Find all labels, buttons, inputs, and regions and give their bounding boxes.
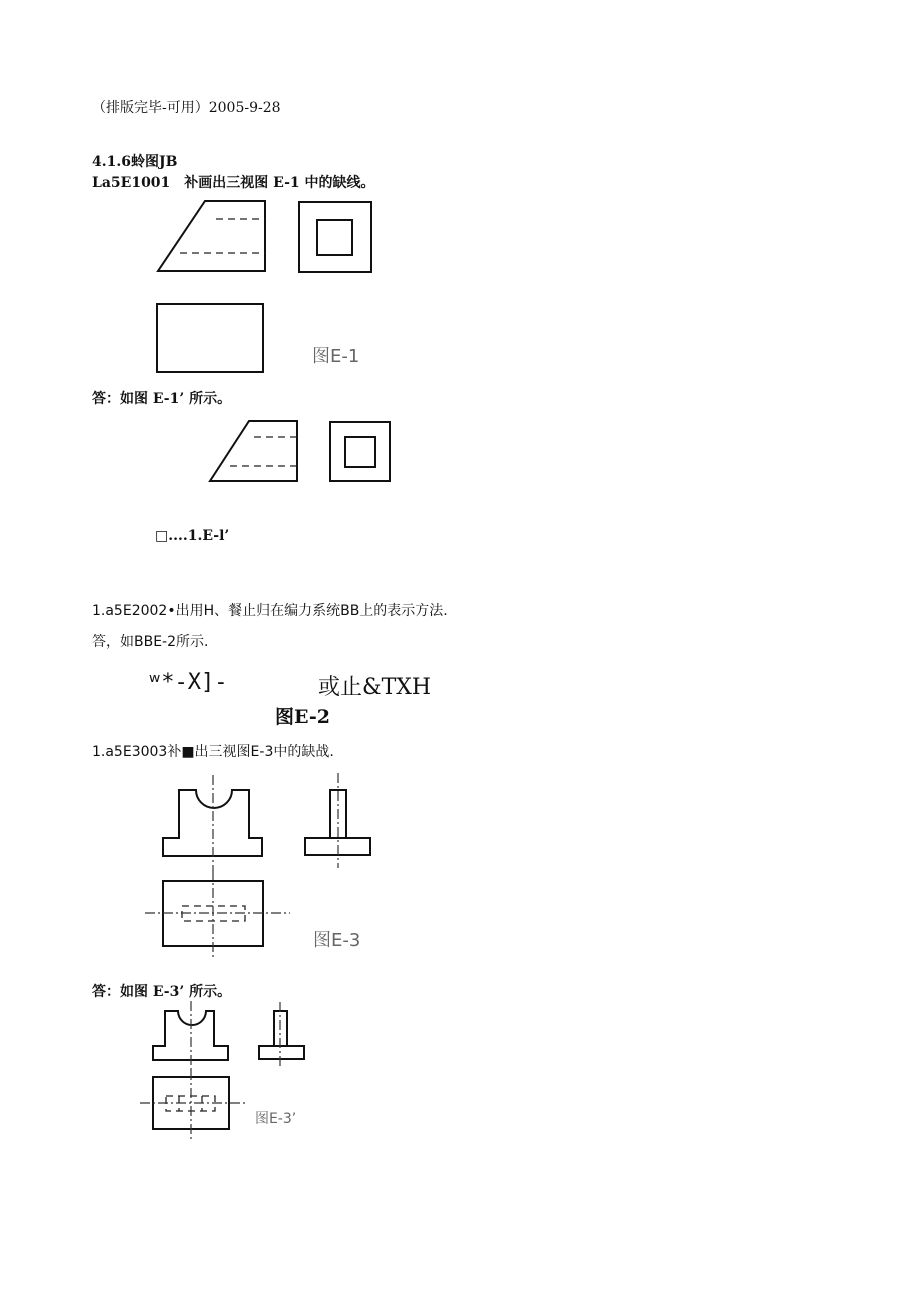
e3a-side-base [259, 1046, 304, 1059]
q3-figure-label: 图E-3 [313, 930, 361, 951]
q3-question: 1.a5E3003补■出三视图E-3中的缺战. [92, 744, 334, 760]
q1-question: La5E1001 补画出三视图 E-1 中的缺线。 [92, 175, 375, 191]
q3-answer-figure-label: 图E-3’ [255, 1111, 297, 1127]
q2-symbol-left: ʷ*-X]- [148, 670, 228, 695]
q2-symbol-right: 或止&TXH [318, 675, 432, 700]
q3-answer: 答：如图 E-3’ 所示。 [92, 984, 232, 1000]
e3a-front-view [153, 1011, 228, 1060]
q1-figure-label: 图E-1 [312, 346, 360, 367]
q2-question: 1.a5E2002•出用H、餐止归在编力系统BB上的表示方法. [92, 603, 448, 619]
section-title: 4.1.6蛉图JB [92, 154, 178, 170]
q1-answer: 答：如图 E-1’ 所示。 [92, 391, 232, 407]
q1-answer-caption: □....1.E-l’ [155, 528, 230, 544]
q2-figure-label: 图E-2 [275, 706, 330, 728]
q2-answer: 答，如BBE-2所示. [92, 634, 209, 650]
header-note: （排版完毕-可用）2005-9-28 [92, 100, 281, 116]
